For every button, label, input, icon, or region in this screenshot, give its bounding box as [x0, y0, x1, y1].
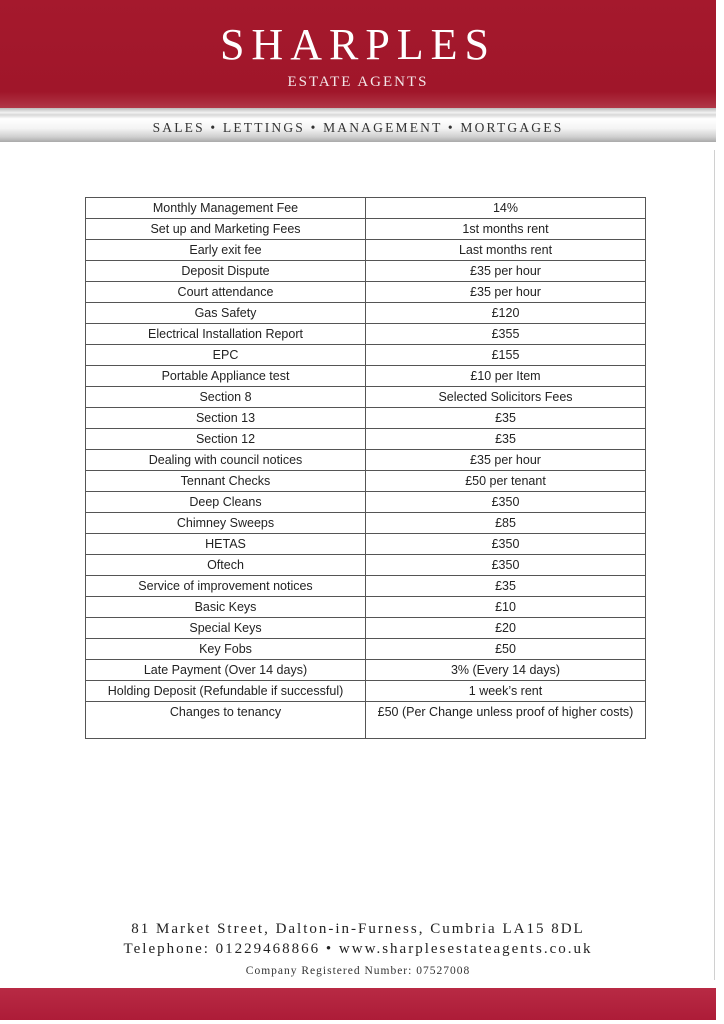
fee-amount: £350 [366, 492, 646, 513]
fee-item: Deep Cleans [86, 492, 366, 513]
fee-item: Basic Keys [86, 597, 366, 618]
fee-item: Dealing with council notices [86, 450, 366, 471]
fee-item: Early exit fee [86, 240, 366, 261]
fee-amount: £10 per Item [366, 366, 646, 387]
footer-banner [0, 988, 716, 1020]
fee-row [86, 576, 646, 597]
services-line: SALES • LETTINGS • MANAGEMENT • MORTGAGES [152, 120, 564, 135]
fee-item: EPC [86, 345, 366, 366]
fee-amount: £120 [366, 303, 646, 324]
fee-amount: £85 [366, 513, 646, 534]
fee-item: Changes to tenancy [86, 702, 366, 739]
fee-item: HETAS [86, 534, 366, 555]
fee-row [86, 303, 646, 324]
fee-item: Court attendance [86, 282, 366, 303]
fee-amount: £50 per tenant [366, 471, 646, 492]
fee-item: Service of improvement notices [86, 576, 366, 597]
fee-item: Section 12 [86, 429, 366, 450]
fee-amount: £10 [366, 597, 646, 618]
fee-row [86, 618, 646, 639]
fee-item: Electrical Installation Report [86, 324, 366, 345]
fees-table [85, 197, 646, 739]
fee-row [86, 681, 646, 702]
fee-row [86, 366, 646, 387]
fee-amount: £35 [366, 429, 646, 450]
brand-name: SHARPLES [219, 20, 497, 69]
fee-item: Key Fobs [86, 639, 366, 660]
fee-amount: £50 (Per Change unless proof of higher costs) [366, 702, 646, 739]
fee-item: Section 13 [86, 408, 366, 429]
page-edge-divider [714, 150, 715, 980]
fee-amount: 3% (Every 14 days) [366, 660, 646, 681]
fee-item: Section 8 [86, 387, 366, 408]
fee-item: Set up and Marketing Fees [86, 219, 366, 240]
fee-amount: £350 [366, 534, 646, 555]
fee-item: Holding Deposit (Refundable if successful) [86, 681, 366, 702]
fee-row [86, 261, 646, 282]
fee-amount: 1st months rent [366, 219, 646, 240]
fee-row [86, 198, 646, 219]
fee-amount: £35 [366, 408, 646, 429]
letterhead-banner [0, 0, 716, 108]
fee-row [86, 513, 646, 534]
fee-row [86, 450, 646, 471]
fee-row [86, 282, 646, 303]
fee-item: Monthly Management Fee [86, 198, 366, 219]
fee-amount: Last months rent [366, 240, 646, 261]
fee-row [86, 408, 646, 429]
fee-row [86, 324, 646, 345]
fee-amount: £155 [366, 345, 646, 366]
company-registration: Company Registered Number: 07527008 [245, 965, 471, 977]
fee-row [86, 534, 646, 555]
fee-amount: 14% [366, 198, 646, 219]
fee-amount: Selected Solicitors Fees [366, 387, 646, 408]
fee-amount: £35 per hour [366, 450, 646, 471]
fee-row [86, 240, 646, 261]
fee-row [86, 597, 646, 618]
footer-address: 81 Market Street, Dalton-in-Furness, Cumbria LA15 8DL [131, 921, 585, 937]
fees-table-body [86, 198, 646, 739]
fee-row [86, 660, 646, 681]
fee-item: Chimney Sweeps [86, 513, 366, 534]
fee-row [86, 492, 646, 513]
fee-amount: £35 per hour [366, 282, 646, 303]
fee-item: Special Keys [86, 618, 366, 639]
fee-row [86, 471, 646, 492]
fee-row [86, 387, 646, 408]
fee-amount: £35 [366, 576, 646, 597]
fee-row [86, 219, 646, 240]
fee-amount: £355 [366, 324, 646, 345]
fee-row [86, 702, 646, 739]
fee-row [86, 639, 646, 660]
footer-contact: Telephone: 01229468866 • www.sharplesestateagents.co.uk [123, 941, 593, 957]
fee-item: Oftech [86, 555, 366, 576]
fee-row [86, 555, 646, 576]
fee-row [86, 429, 646, 450]
fee-item: Portable Appliance test [86, 366, 366, 387]
fee-amount: £50 [366, 639, 646, 660]
fee-amount: 1 week’s rent [366, 681, 646, 702]
fee-item: Late Payment (Over 14 days) [86, 660, 366, 681]
fee-item: Gas Safety [86, 303, 366, 324]
fee-item: Deposit Dispute [86, 261, 366, 282]
fee-row [86, 345, 646, 366]
fee-amount: £20 [366, 618, 646, 639]
fee-amount: £350 [366, 555, 646, 576]
brand-subtitle: ESTATE AGENTS [287, 74, 429, 90]
fee-item: Tennant Checks [86, 471, 366, 492]
fee-amount: £35 per hour [366, 261, 646, 282]
